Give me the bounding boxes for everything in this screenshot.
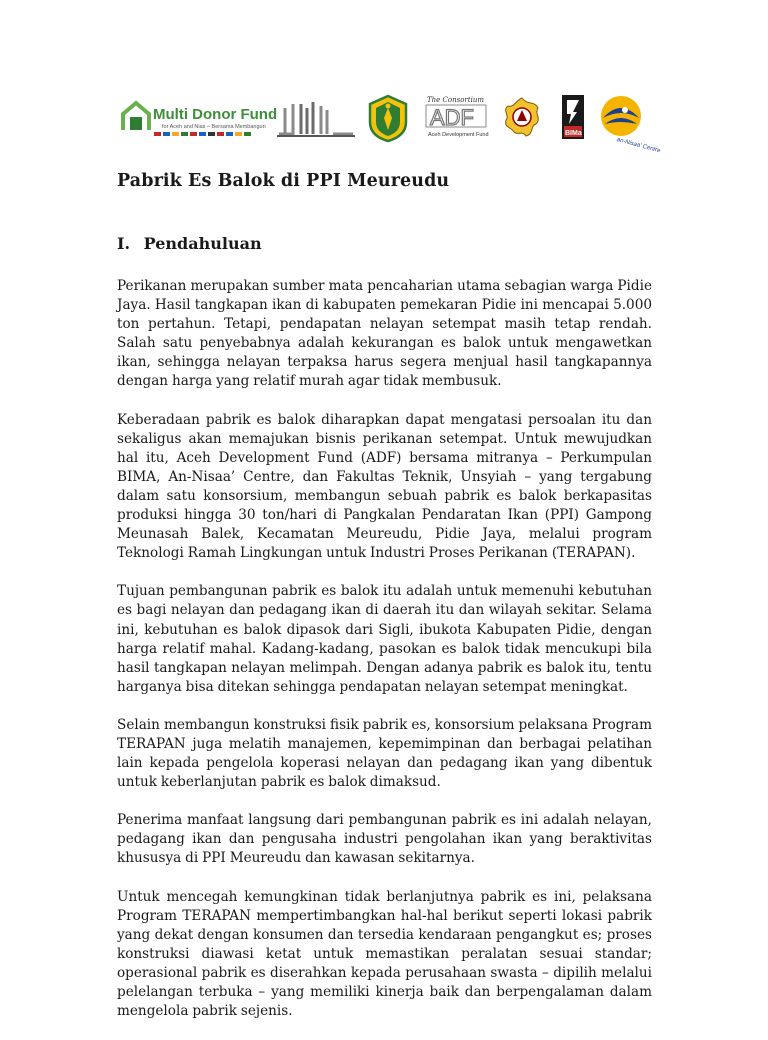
- paragraph-3: Tujuan pembangunan pabrik es balok itu adalah untuk memenuhi kebutuhan es bagi nelayan dan pedagang ikan di daerah itu dan wilayah sekitar. Selama ini, kebutuhan es balok dipasok dari Sigli, ibukota Kabupaten Pidie, dengan harga relatif mahal. Kadang-kadang, pasokan es balok tidak mencukupi bila hasil tangkapan nelayan melimpah. Dengan adanya pabrik es balok itu, tentu harganya bisa ditekan sehingga pendapatan nelayan setempat meningkat.: [117, 583, 652, 695]
- paragraph-6: Untuk mencegah kemungkinan tidak berlanjutnya pabrik es ini, pelaksana Program TERAPAN mempertimbangkan hal-hal berikut seperti lokasi pabrik yang dekat dengan konsumen dan tersedia kendaraan pengangkut es; proses konstruksi diawasi ketat untuk memastikan peralatan sesuai standar; operasional pabrik es diserahkan kepada perusahaan swasta – dipilih melalui pelelangan terbuka – yang memiliki kinerja baik dan berpengalaman dalam mengelola pabrik sejenis.: [117, 888, 652, 1020]
- svg-text:Aceh Development Fund: Aceh Development Fund: [428, 132, 489, 138]
- section-title: Pendahuluan: [143, 234, 262, 253]
- document-title: Pabrik Es Balok di PPI Meureudu: [117, 171, 450, 191]
- paragraph-1: Perikanan merupakan sumber mata pencaharian utama sebagian warga Pidie Jaya. Hasil tangkapan ikan di kabupaten pemekaran Pidie ini mencapai 5.000 ton pertahun. Tetapi, pendapatan nelayan setempat masih tetap rendah. Salah satu penyebabnya adalah kekurangan es balok untuk mengawetkan ikan, sehingga nelayan terpaksa harus segera menjual hasil tangkapannya dengan harga yang relatif murah agar tidak membusuk.: [117, 278, 652, 390]
- pidie-jaya-emblem: [500, 96, 544, 140]
- section-number: I.: [117, 234, 131, 253]
- svg-text:an-Nisaa' Centre: an-Nisaa' Centre: [615, 136, 661, 155]
- paragraph-4: Selain membangun konstruksi fisik pabrik es, konsorsium pelaksana Program TERAPAN juga melatih manajemen, kepemimpinan dan berbagai pelatihan lain kepada pengelola koperasi nelayan dan pedagang ikan yang dibentuk untuk keberlanjutan pabrik es balok dimaksud.: [117, 716, 652, 791]
- an-nisaa-centre-logo: [595, 94, 661, 155]
- paragraph-5: Penerima manfaat langsung dari pembangunan pabrik es ini adalah nelayan, pedagang ikan dan pengusaha industri pengolahan ikan yang beraktivitas khususya di PPI Meureudu dan kawasan sekitarnya.: [117, 812, 652, 867]
- document-body: [117, 166, 652, 1040]
- svg-text:for Aceh and Nias – Bersama Me: for Aceh and Nias – Bersama Membangun: [162, 124, 266, 130]
- bima-logo: [561, 94, 585, 140]
- paragraph-2: Keberadaan pabrik es balok diharapkan dapat mengatasi persoalan itu dan sekaligus akan memajukan bisnis perikanan setempat. Untuk mewujudkan hal itu, Aceh Development Fund (ADF) bersama mitranya – Perkumpulan BIMA, An-Nisaa’ Centre, dan Fakultas Teknik, Unsyiah – yang tergabung dalam satu konsorsium, membangun sebuah pabrik es balok berkapasitas produksi hingga 30 ton/hari di Pangkalan Pendaratan Ikan (PPI) Gampong Meunasah Balek, Kecamatan Meureudu, Pidie Jaya, melalui program Teknologi Ramah Lingkungan untuk Industri Proses Perikanan (TERAPAN).: [117, 411, 652, 562]
- svg-text:ADF: ADF: [430, 105, 474, 130]
- unsyiah-logo: [275, 98, 357, 138]
- pemerintah-aceh-emblem: [366, 94, 410, 142]
- svg-text:BIMa: BIMa: [565, 130, 582, 137]
- multi-donor-fund-logo: [120, 96, 278, 146]
- logo-strip: [120, 92, 661, 155]
- svg-text:The Consortium: The Consortium: [427, 96, 484, 104]
- adf-consortium-logo: [422, 94, 496, 140]
- section-heading: [117, 233, 652, 255]
- svg-text:Multi Donor Fund: Multi Donor Fund: [153, 106, 278, 123]
